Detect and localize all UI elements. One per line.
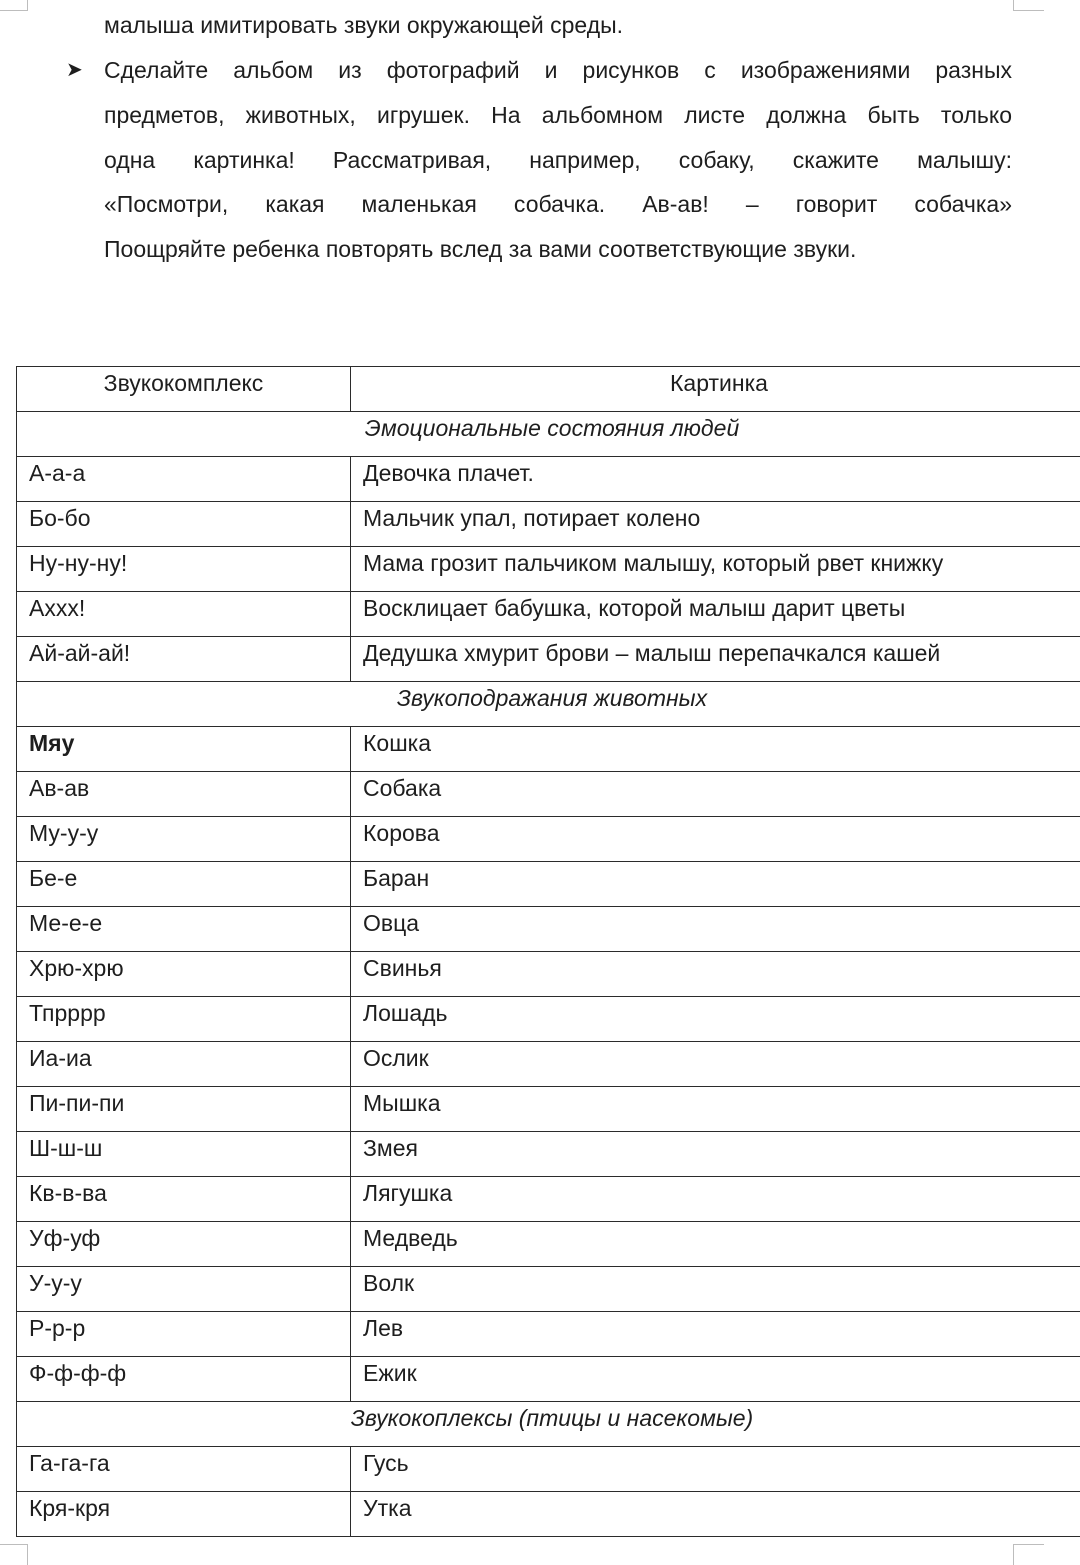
section-title: Эмоциональные состояния людей xyxy=(17,412,1080,457)
section-title: Звукокоплексы (птицы и насекомые) xyxy=(17,1402,1080,1447)
table-row xyxy=(17,502,1080,547)
picture-cell: Восклицает бабушка, которой малыш дарит цветы xyxy=(351,592,1080,637)
column-header-sound: Звукокомплекс xyxy=(17,367,351,412)
picture-cell: Баран xyxy=(351,862,1080,907)
paragraph-line: «Посмотри, какая маленькая собачка. Ав-ав! – говорит собачка» xyxy=(104,191,1012,217)
sound-cell: Р-р-р xyxy=(17,1312,351,1357)
table-row xyxy=(17,1132,1080,1177)
sound-cell: Ав-ав xyxy=(17,772,351,817)
table-row xyxy=(17,1312,1080,1357)
table-row xyxy=(17,1267,1080,1312)
paragraph-line: малыша имитировать звуки окружающей среды. xyxy=(104,12,624,38)
picture-cell: Свинья xyxy=(351,952,1080,997)
picture-cell: Ежик xyxy=(351,1357,1080,1402)
picture-cell: Ослик xyxy=(351,1042,1080,1087)
picture-cell: Мышка xyxy=(351,1087,1080,1132)
table-row xyxy=(17,907,1080,952)
picture-cell: Корова xyxy=(351,817,1080,862)
table-row xyxy=(17,1492,1080,1537)
section-row xyxy=(17,1402,1080,1447)
page-corner-mark xyxy=(1013,0,1044,11)
sound-cell: Га-га-га xyxy=(17,1447,351,1492)
sound-cell: У-у-у xyxy=(17,1267,351,1312)
sound-cell: Ф-ф-ф-ф xyxy=(17,1357,351,1402)
picture-cell: Лягушка xyxy=(351,1177,1080,1222)
sound-cell: Хрю-хрю xyxy=(17,952,351,997)
sound-cell: Кв-в-ва xyxy=(17,1177,351,1222)
sound-cell: Ме-е-е xyxy=(17,907,351,952)
sound-cell: Аххх! xyxy=(17,592,351,637)
table-row xyxy=(17,1447,1080,1492)
sound-cell: Ш-ш-ш xyxy=(17,1132,351,1177)
table-row xyxy=(17,727,1080,772)
sound-cell: Му-у-у xyxy=(17,817,351,862)
table-row xyxy=(17,547,1080,592)
picture-cell: Кошка xyxy=(351,727,1080,772)
section-row xyxy=(17,412,1080,457)
picture-cell: Мальчик упал, потирает колено xyxy=(351,502,1080,547)
picture-cell: Лошадь xyxy=(351,997,1080,1042)
table-row xyxy=(17,772,1080,817)
sound-cell: Пи-пи-пи xyxy=(17,1087,351,1132)
sound-cell: Ну-ну-ну! xyxy=(17,547,351,592)
section-row xyxy=(17,682,1080,727)
table-row xyxy=(17,1087,1080,1132)
picture-cell: Девочка плачет. xyxy=(351,457,1080,502)
table-row xyxy=(17,817,1080,862)
arrow-bullet-icon: ➤ xyxy=(66,59,83,81)
picture-cell: Лев xyxy=(351,1312,1080,1357)
table-row xyxy=(17,952,1080,997)
table-row xyxy=(17,457,1080,502)
paragraph-line: Поощряйте ребенка повторять вслед за вами соответствующие звуки. xyxy=(104,236,857,262)
page-corner-mark xyxy=(0,0,28,11)
sound-cell: А-а-а xyxy=(17,457,351,502)
page-corner-mark xyxy=(0,1544,28,1565)
picture-cell: Собака xyxy=(351,772,1080,817)
table-row xyxy=(17,862,1080,907)
picture-cell: Змея xyxy=(351,1132,1080,1177)
table-row xyxy=(17,1222,1080,1267)
picture-cell: Медведь xyxy=(351,1222,1080,1267)
picture-cell: Мама грозит пальчиком малышу, который рвет книжку xyxy=(351,547,1080,592)
sound-cell: Бо-бо xyxy=(17,502,351,547)
table-row xyxy=(17,997,1080,1042)
sound-cell: Иа-иа xyxy=(17,1042,351,1087)
sound-complex-table xyxy=(16,366,1080,1537)
table-row xyxy=(17,637,1080,682)
sound-cell: Уф-уф xyxy=(17,1222,351,1267)
table-row xyxy=(17,1042,1080,1087)
picture-cell: Овца xyxy=(351,907,1080,952)
table-row xyxy=(17,1357,1080,1402)
column-header-picture: Картинка xyxy=(351,367,1080,412)
sound-cell: Тпрррр xyxy=(17,997,351,1042)
paragraph-line: предметов, животных, игрушек. На альбомном листе должна быть только xyxy=(104,102,1012,128)
picture-cell: Дедушка хмурит брови – малыш перепачкался кашей xyxy=(351,637,1080,682)
sound-cell: Мяу xyxy=(17,727,351,772)
section-title: Звукоподражания животных xyxy=(17,682,1080,727)
table-row xyxy=(17,1177,1080,1222)
paragraph-line: одна картинка! Рассматривая, например, собаку, скажите малышу: xyxy=(104,147,1012,173)
picture-cell: Волк xyxy=(351,1267,1080,1312)
table-row xyxy=(17,592,1080,637)
page-corner-mark xyxy=(1013,1544,1044,1565)
sound-cell: Ай-ай-ай! xyxy=(17,637,351,682)
paragraph-line: ➤ Сделайте альбом из фотографий и рисунков с изображениями разных xyxy=(66,57,1012,83)
table-header-row xyxy=(17,367,1080,412)
sound-cell: Кря-кря xyxy=(17,1492,351,1537)
picture-cell: Утка xyxy=(351,1492,1080,1537)
picture-cell: Гусь xyxy=(351,1447,1080,1492)
sound-cell: Бе-е xyxy=(17,862,351,907)
